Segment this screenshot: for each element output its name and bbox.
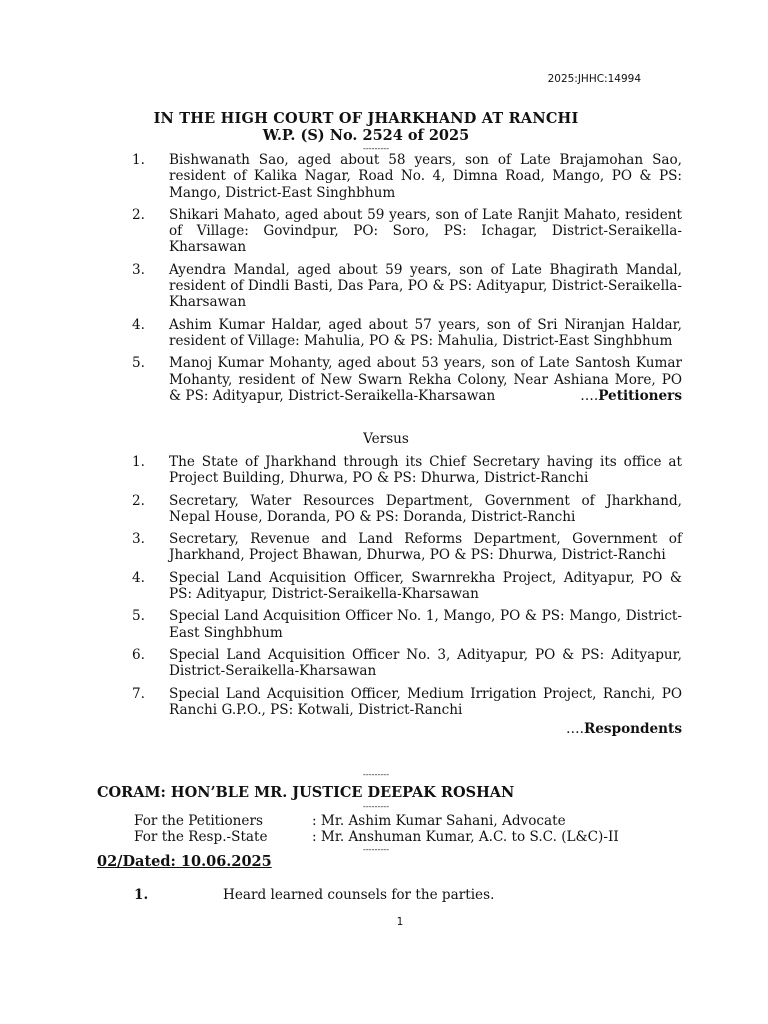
respondents-list <box>132 454 682 737</box>
paragraph-number: 1. <box>134 887 149 903</box>
role-label: Petitioners <box>598 388 682 405</box>
party-number: 2. <box>132 206 145 223</box>
role-dots: …. <box>566 721 584 738</box>
party-number: 4. <box>132 569 145 586</box>
counsel-value: : Mr. Ashim Kumar Sahani, Advocate <box>312 813 566 829</box>
versus: Versus <box>363 431 409 447</box>
order-date: 02/Dated: 10.06.2025 <box>97 853 272 870</box>
party-item <box>132 152 682 201</box>
party-text: Secretary, Revenue and Land Reforms Department, Government of Jharkhand, Project Bhawan, Dhurwa, PO & PS: Dhurwa, District-Ranchi <box>169 531 682 564</box>
party-number: 3. <box>132 261 145 278</box>
separator: --------- <box>363 845 389 854</box>
party-number: 3. <box>132 531 145 548</box>
party-number: 4. <box>132 316 145 333</box>
role-dots: …. <box>580 388 599 405</box>
coram: CORAM: HON’BLE MR. JUSTICE DEEPAK ROSHAN <box>97 784 515 801</box>
party-number: 5. <box>132 608 145 625</box>
party-text: Bishwanath Sao, aged about 58 years, son of Late Brajamohan Sao, resident of Kalika Nagar, Road No. 4, Dimna Road, Mango, PO & PS: Mango, District-East Singhbhum <box>169 152 682 201</box>
party-number: 1. <box>132 454 145 470</box>
party-number: 6. <box>132 646 145 663</box>
party-item <box>132 608 682 641</box>
party-number: 7. <box>132 685 145 702</box>
counsel-label: For the Petitioners <box>134 813 263 829</box>
party-item <box>132 262 682 311</box>
party-item <box>132 493 682 526</box>
party-text: Manoj Kumar Mohanty, aged about 53 years, son of Late Santosh Kumar Mohanty, resident of New Swarn Rekha Colony, Near Ashiana More, PO & PS: Adityapur, District-Seraikella-Kharsawan <box>169 355 682 404</box>
separator: --------- <box>363 770 389 779</box>
party-item <box>132 686 682 719</box>
party-item <box>132 317 682 350</box>
role-label: Respondents <box>583 721 682 738</box>
separator: --------- <box>363 802 389 811</box>
party-text: Ayendra Mandal, aged about 59 years, son of Late Bhagirath Mandal, resident of Dindli Basti, Das Para, PO & PS: Adityapur, District-Seraikella-Kharsawan <box>169 261 682 311</box>
paragraph-text: Heard learned counsels for the parties. <box>223 887 495 903</box>
party-text: Special Land Acquisition Officer, Medium Irrigation Project, Ranchi, PO Ranchi G.P.O., PS: Kotwali, District-Ranchi <box>169 685 682 718</box>
party-text: Secretary, Water Resources Department, Government of Jharkhand, Nepal House, Doranda, PO & PS: Doranda, District-Ranchi <box>169 492 682 525</box>
counsel-row <box>134 829 619 845</box>
party-number: 5. <box>132 355 145 372</box>
counsel-label: For the Resp.-State <box>134 829 268 845</box>
party-item <box>132 207 682 256</box>
respondents-role <box>132 721 682 737</box>
separator: --------- <box>363 144 389 153</box>
party-text: Shikari Mahato, aged about 59 years, son of Late Ranjit Mahato, resident of Village: Govindpur, PO: Soro, PS: Ichagar, District-Seraikella-Kharsawan <box>169 206 682 256</box>
party-text: Ashim Kumar Haldar, aged about 57 years, son of Sri Niranjan Haldar, resident of Village: Mahulia, PO & PS: Mahulia, District-East Singhbhum <box>169 316 682 349</box>
neutral-citation: 2025:JHHC:14994 <box>547 73 641 85</box>
case-number: W.P. (S) No. 2524 of 2025 <box>262 127 470 144</box>
party-number: 1. <box>132 152 145 168</box>
court-title: IN THE HIGH COURT OF JHARKHAND AT RANCHI <box>153 110 579 127</box>
petitioners-list <box>132 152 682 410</box>
counsel-row <box>134 813 566 829</box>
party-text: The State of Jharkhand through its Chief Secretary having its office at Project Building, Dhurwa, PO & PS: Dhurwa, District-Ranchi <box>169 454 682 487</box>
party-number: 2. <box>132 492 145 509</box>
order-paragraph <box>134 887 494 903</box>
party-text: Special Land Acquisition Officer No. 1, Mango, PO & PS: Mango, District-East Singhbhum <box>169 608 682 641</box>
party-item <box>132 531 682 564</box>
party-item <box>132 570 682 603</box>
counsel-value: : Mr. Anshuman Kumar, A.C. to S.C. (L&C)-II <box>312 829 619 845</box>
party-item <box>132 647 682 680</box>
party-text: Special Land Acquisition Officer No. 3, Adityapur, PO & PS: Adityapur, District-Seraikella-Kharsawan <box>169 646 682 680</box>
party-item <box>132 454 682 487</box>
party-item <box>132 355 682 404</box>
party-text: Special Land Acquisition Officer, Swarnrekha Project, Adityapur, PO & PS: Adityapur, District-Seraikella-Kharsawan <box>169 569 682 603</box>
page-number: 1 <box>396 916 404 928</box>
